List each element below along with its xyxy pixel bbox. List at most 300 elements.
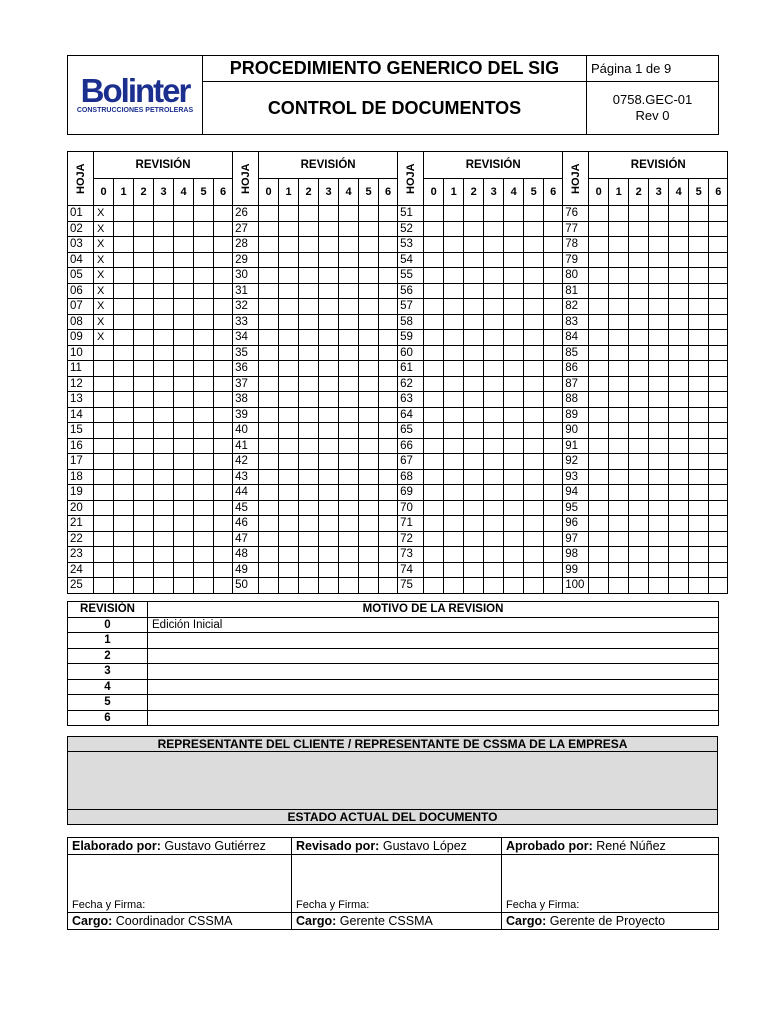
revision-cell — [669, 531, 689, 547]
revision-cell — [279, 392, 299, 408]
revision-cell — [114, 547, 134, 563]
revision-cell — [214, 221, 233, 237]
revision-cell — [524, 237, 544, 253]
revision-cell — [464, 485, 484, 501]
revision-cell — [194, 454, 214, 470]
revision-cell — [214, 500, 233, 516]
revision-digit: 2 — [299, 179, 319, 206]
motivo-row — [68, 710, 719, 726]
revision-cell — [689, 531, 709, 547]
revision-cell — [669, 562, 689, 578]
revision-cell — [174, 500, 194, 516]
revision-cell — [214, 283, 233, 299]
revision-cell — [484, 407, 504, 423]
revision-cell — [194, 469, 214, 485]
revision-cell — [114, 376, 134, 392]
revision-cell — [464, 252, 484, 268]
revision-cell — [709, 299, 728, 315]
revision-cell — [504, 376, 524, 392]
revision-cell — [484, 330, 504, 346]
elaborado-cargo-label: Cargo: — [72, 914, 113, 928]
revision-cell — [649, 423, 669, 439]
revision-cell — [589, 562, 609, 578]
revision-cell — [259, 578, 279, 594]
revision-cell — [359, 299, 379, 315]
revision-cell — [609, 206, 629, 222]
hoja-number: 36 — [233, 361, 259, 377]
revision-cell — [319, 283, 339, 299]
table-row — [68, 578, 728, 594]
hoja-number: 78 — [563, 237, 589, 253]
revision-cell — [94, 562, 114, 578]
revision-cell — [484, 500, 504, 516]
revision-cell — [154, 314, 174, 330]
revision-digit: 1 — [444, 179, 464, 206]
revision-cell — [424, 469, 444, 485]
revision-cell — [424, 578, 444, 594]
revision-cell — [424, 500, 444, 516]
hoja-number: 63 — [398, 392, 424, 408]
hoja-number: 88 — [563, 392, 589, 408]
revision-cell — [649, 361, 669, 377]
revision-cell — [134, 516, 154, 532]
revision-cell — [114, 314, 134, 330]
hoja-number: 54 — [398, 252, 424, 268]
revision-cell — [484, 516, 504, 532]
revision-cell — [544, 252, 563, 268]
revision-cell — [609, 469, 629, 485]
hoja-number: 21 — [68, 516, 94, 532]
revision-cell — [379, 438, 398, 454]
aprobado-cargo-label: Cargo: — [506, 914, 547, 928]
revision-cell — [649, 454, 669, 470]
revision-cell — [279, 283, 299, 299]
estado-actual: ESTADO ACTUAL DEL DOCUMENTO — [68, 810, 718, 825]
revision-cell — [114, 423, 134, 439]
revision-cell — [339, 547, 359, 563]
revision-cell — [524, 469, 544, 485]
hoja-number: 64 — [398, 407, 424, 423]
revision-cell — [609, 392, 629, 408]
revision-cell: X — [94, 252, 114, 268]
revision-cell — [544, 283, 563, 299]
revision-cell — [379, 376, 398, 392]
revision-cell — [279, 299, 299, 315]
elaborado-fecha: Fecha y Firma: — [68, 855, 292, 913]
revision-cell — [649, 268, 669, 284]
hoja-number: 16 — [68, 438, 94, 454]
revision-digit: 1 — [114, 179, 134, 206]
hoja-number: 10 — [68, 345, 94, 361]
revision-cell — [609, 516, 629, 532]
revision-cell — [134, 469, 154, 485]
revision-cell — [609, 531, 629, 547]
revision-cell — [649, 283, 669, 299]
revision-cell — [669, 454, 689, 470]
revision-cell — [424, 268, 444, 284]
revision-cell — [94, 500, 114, 516]
revision-header: REVISIÓN — [94, 152, 233, 179]
revision-cell — [484, 314, 504, 330]
revision-cell — [134, 454, 154, 470]
revision-cell — [194, 237, 214, 253]
revision-cell — [339, 268, 359, 284]
revision-cell — [669, 299, 689, 315]
revision-cell — [484, 562, 504, 578]
revision-cell — [464, 237, 484, 253]
revision-cell — [444, 438, 464, 454]
revision-cell — [114, 299, 134, 315]
revision-cell — [709, 500, 728, 516]
hoja-number: 91 — [563, 438, 589, 454]
revision-cell — [259, 438, 279, 454]
revision-cell — [114, 221, 134, 237]
hoja-number: 96 — [563, 516, 589, 532]
revision-cell — [629, 531, 649, 547]
revision-cell — [359, 252, 379, 268]
revision-cell — [339, 345, 359, 361]
revision-cell — [94, 531, 114, 547]
revision-cell — [279, 547, 299, 563]
revision-cell — [424, 531, 444, 547]
revision-cell — [464, 454, 484, 470]
revision-cell — [484, 469, 504, 485]
hoja-number: 68 — [398, 469, 424, 485]
motivo-rev-number: 6 — [68, 710, 148, 726]
revisado-name: Gustavo López — [382, 839, 467, 853]
revision-cell — [589, 345, 609, 361]
revision-cell — [669, 268, 689, 284]
revision-cell — [94, 438, 114, 454]
motivo-text — [148, 648, 719, 664]
revision-cell — [589, 361, 609, 377]
revision-cell — [524, 562, 544, 578]
motivo-table — [67, 601, 719, 726]
table-row — [68, 206, 728, 222]
revision-cell — [279, 485, 299, 501]
hoja-number: 33 — [233, 314, 259, 330]
revision-cell — [649, 330, 669, 346]
revision-cell — [669, 423, 689, 439]
hoja-number: 97 — [563, 531, 589, 547]
hoja-number: 11 — [68, 361, 94, 377]
revision-cell — [174, 562, 194, 578]
hoja-number: 49 — [233, 562, 259, 578]
revision-cell — [464, 283, 484, 299]
revision-cell — [379, 268, 398, 284]
revision-cell — [279, 237, 299, 253]
revision-digit: 1 — [609, 179, 629, 206]
revision-cell — [379, 299, 398, 315]
aprobado-fecha: Fecha y Firma: — [502, 855, 719, 913]
table-row — [68, 392, 728, 408]
revision-cell — [444, 283, 464, 299]
revision-cell — [134, 438, 154, 454]
revision-cell — [589, 438, 609, 454]
revision-cell — [174, 376, 194, 392]
revision-cell — [194, 516, 214, 532]
revision-cell — [259, 206, 279, 222]
revision-cell — [609, 454, 629, 470]
hoja-number: 07 — [68, 299, 94, 315]
revision-cell — [589, 330, 609, 346]
revision-cell — [649, 221, 669, 237]
hoja-number: 89 — [563, 407, 589, 423]
revision-cell — [174, 547, 194, 563]
revision-cell — [174, 268, 194, 284]
revision-cell — [524, 500, 544, 516]
revisado-cell — [292, 838, 502, 855]
revision-cell — [279, 206, 299, 222]
revision-cell — [319, 314, 339, 330]
revision-cell — [524, 221, 544, 237]
revision-cell — [259, 376, 279, 392]
revision-cell — [589, 578, 609, 594]
revision-cell — [669, 252, 689, 268]
revision-cell — [359, 516, 379, 532]
hoja-number: 84 — [563, 330, 589, 346]
revision-cell — [504, 283, 524, 299]
aprobado-cargo-cell — [502, 913, 719, 930]
hoja-number: 81 — [563, 283, 589, 299]
revision-cell — [544, 423, 563, 439]
revision-cell — [379, 562, 398, 578]
revision-cell — [464, 516, 484, 532]
revision-header: REVISIÓN — [259, 152, 398, 179]
revision-cell — [194, 531, 214, 547]
revision-cell — [589, 376, 609, 392]
revision-cell — [609, 330, 629, 346]
revision-cell — [94, 578, 114, 594]
revision-cell — [524, 299, 544, 315]
revision-cell — [214, 268, 233, 284]
representante-title: REPRESENTANTE DEL CLIENTE / REPRESENTANTE DE CSSMA DE LA EMPRESA — [68, 737, 718, 752]
revisado-fecha: Fecha y Firma: — [292, 855, 502, 913]
motivo-rev-number: 0 — [68, 617, 148, 633]
revision-cell — [299, 237, 319, 253]
representante-body — [68, 752, 718, 810]
revision-cell — [444, 361, 464, 377]
revision-cell — [114, 578, 134, 594]
revision-cell — [589, 314, 609, 330]
motivo-rev-number: 4 — [68, 679, 148, 695]
motivo-revision-header: REVISIÓN — [68, 602, 148, 618]
revision-cell — [629, 423, 649, 439]
revision-cell — [629, 547, 649, 563]
revision-cell — [194, 562, 214, 578]
revision-cell — [544, 237, 563, 253]
revision-cell — [259, 314, 279, 330]
revision-cell — [379, 330, 398, 346]
revision-cell — [174, 516, 194, 532]
revision-cell — [589, 206, 609, 222]
revision-header: REVISIÓN — [589, 152, 728, 179]
revision-cell — [279, 314, 299, 330]
revision-cell — [299, 578, 319, 594]
revision-cell — [359, 500, 379, 516]
revision-cell — [669, 392, 689, 408]
revision-cell — [174, 206, 194, 222]
revision-cell — [609, 376, 629, 392]
revision-cell — [544, 392, 563, 408]
hoja-number: 32 — [233, 299, 259, 315]
revision-cell — [154, 531, 174, 547]
motivo-text — [148, 710, 719, 726]
revision-cell — [649, 314, 669, 330]
revision-cell — [689, 516, 709, 532]
revision-cell — [544, 330, 563, 346]
hoja-number: 95 — [563, 500, 589, 516]
revision-cell — [629, 485, 649, 501]
revision-cell — [609, 283, 629, 299]
revision-cell — [629, 500, 649, 516]
revision-cell — [689, 500, 709, 516]
revision-cell — [444, 314, 464, 330]
revision-cell — [464, 547, 484, 563]
revision-cell — [154, 268, 174, 284]
revision-cell — [259, 562, 279, 578]
revision-cell: X — [94, 330, 114, 346]
revision-cell — [214, 516, 233, 532]
revision-cell — [544, 547, 563, 563]
revision-cell — [94, 547, 114, 563]
revision-cell — [379, 252, 398, 268]
revision-cell — [504, 221, 524, 237]
revision-cell — [319, 562, 339, 578]
revision-cell — [689, 330, 709, 346]
revision-cell — [299, 330, 319, 346]
hoja-number: 94 — [563, 485, 589, 501]
table-row — [68, 361, 728, 377]
hoja-number: 03 — [68, 237, 94, 253]
revision-cell — [379, 500, 398, 516]
revision-cell — [609, 407, 629, 423]
revision-cell — [464, 330, 484, 346]
hoja-number: 43 — [233, 469, 259, 485]
revision-cell — [504, 361, 524, 377]
revision-cell: X — [94, 237, 114, 253]
revision-cell — [524, 283, 544, 299]
document-code-cell — [587, 82, 719, 135]
table-row — [68, 252, 728, 268]
revision-cell — [94, 454, 114, 470]
revision-cell — [259, 454, 279, 470]
revision-cell — [259, 299, 279, 315]
revision-cell — [629, 516, 649, 532]
revision-cell — [464, 407, 484, 423]
revision-cell — [214, 314, 233, 330]
revision-cell — [504, 237, 524, 253]
revision-cell — [134, 345, 154, 361]
revision-cell — [154, 407, 174, 423]
revision-cell — [114, 345, 134, 361]
hoja-number: 20 — [68, 500, 94, 516]
revision-cell — [444, 376, 464, 392]
motivo-row — [68, 664, 719, 680]
revision-cell — [629, 345, 649, 361]
revision-cell — [94, 485, 114, 501]
revision-cell — [709, 454, 728, 470]
revision-cell — [524, 361, 544, 377]
revision-cell — [689, 252, 709, 268]
revision-cell — [524, 330, 544, 346]
motivo-text — [148, 633, 719, 649]
revision-cell — [504, 547, 524, 563]
revision-cell — [544, 221, 563, 237]
revision-cell — [319, 252, 339, 268]
aprobado-name: René Núñez — [596, 839, 666, 853]
revision-cell — [259, 330, 279, 346]
revision-cell — [259, 252, 279, 268]
hoja-number: 83 — [563, 314, 589, 330]
revision-cell — [504, 330, 524, 346]
revision-cell — [259, 500, 279, 516]
revision-cell — [669, 407, 689, 423]
revision-cell — [689, 562, 709, 578]
revision-cell — [94, 376, 114, 392]
revision-cell — [709, 516, 728, 532]
revision-cell — [359, 485, 379, 501]
revision-digit: 0 — [259, 179, 279, 206]
revision-digit: 6 — [709, 179, 728, 206]
revision-cell — [544, 345, 563, 361]
revision-grid — [67, 151, 728, 594]
revision-cell — [194, 268, 214, 284]
revision-cell — [444, 268, 464, 284]
revision-cell — [589, 485, 609, 501]
revision-cell — [299, 206, 319, 222]
revision-cell — [544, 562, 563, 578]
revision-cell — [154, 252, 174, 268]
revision-cell — [504, 438, 524, 454]
revision-cell — [339, 330, 359, 346]
revision-cell — [279, 438, 299, 454]
revision-cell — [589, 299, 609, 315]
revision-cell — [134, 547, 154, 563]
revision-cell — [524, 345, 544, 361]
revision-cell — [379, 283, 398, 299]
revision-cell — [484, 206, 504, 222]
revision-cell — [279, 454, 299, 470]
revision-cell — [689, 361, 709, 377]
revision-cell — [154, 578, 174, 594]
revision-cell — [444, 562, 464, 578]
revision-cell — [114, 531, 134, 547]
revision-cell — [194, 330, 214, 346]
revision-cell — [339, 392, 359, 408]
motivo-rev-number: 5 — [68, 695, 148, 711]
revision-cell — [214, 547, 233, 563]
revision-cell — [649, 299, 669, 315]
revision-cell — [524, 407, 544, 423]
revision-cell — [319, 485, 339, 501]
revision-cell — [319, 221, 339, 237]
revision-digit: 5 — [359, 179, 379, 206]
hoja-number: 35 — [233, 345, 259, 361]
hoja-number: 22 — [68, 531, 94, 547]
revision-cell — [689, 206, 709, 222]
revision-digit: 4 — [339, 179, 359, 206]
revision-cell — [259, 392, 279, 408]
revision-cell — [689, 469, 709, 485]
revision-cell — [444, 547, 464, 563]
hoja-number: 58 — [398, 314, 424, 330]
revision-digit: 2 — [134, 179, 154, 206]
revision-cell — [424, 237, 444, 253]
table-row — [68, 500, 728, 516]
revision-cell — [484, 221, 504, 237]
revision-cell — [134, 252, 154, 268]
